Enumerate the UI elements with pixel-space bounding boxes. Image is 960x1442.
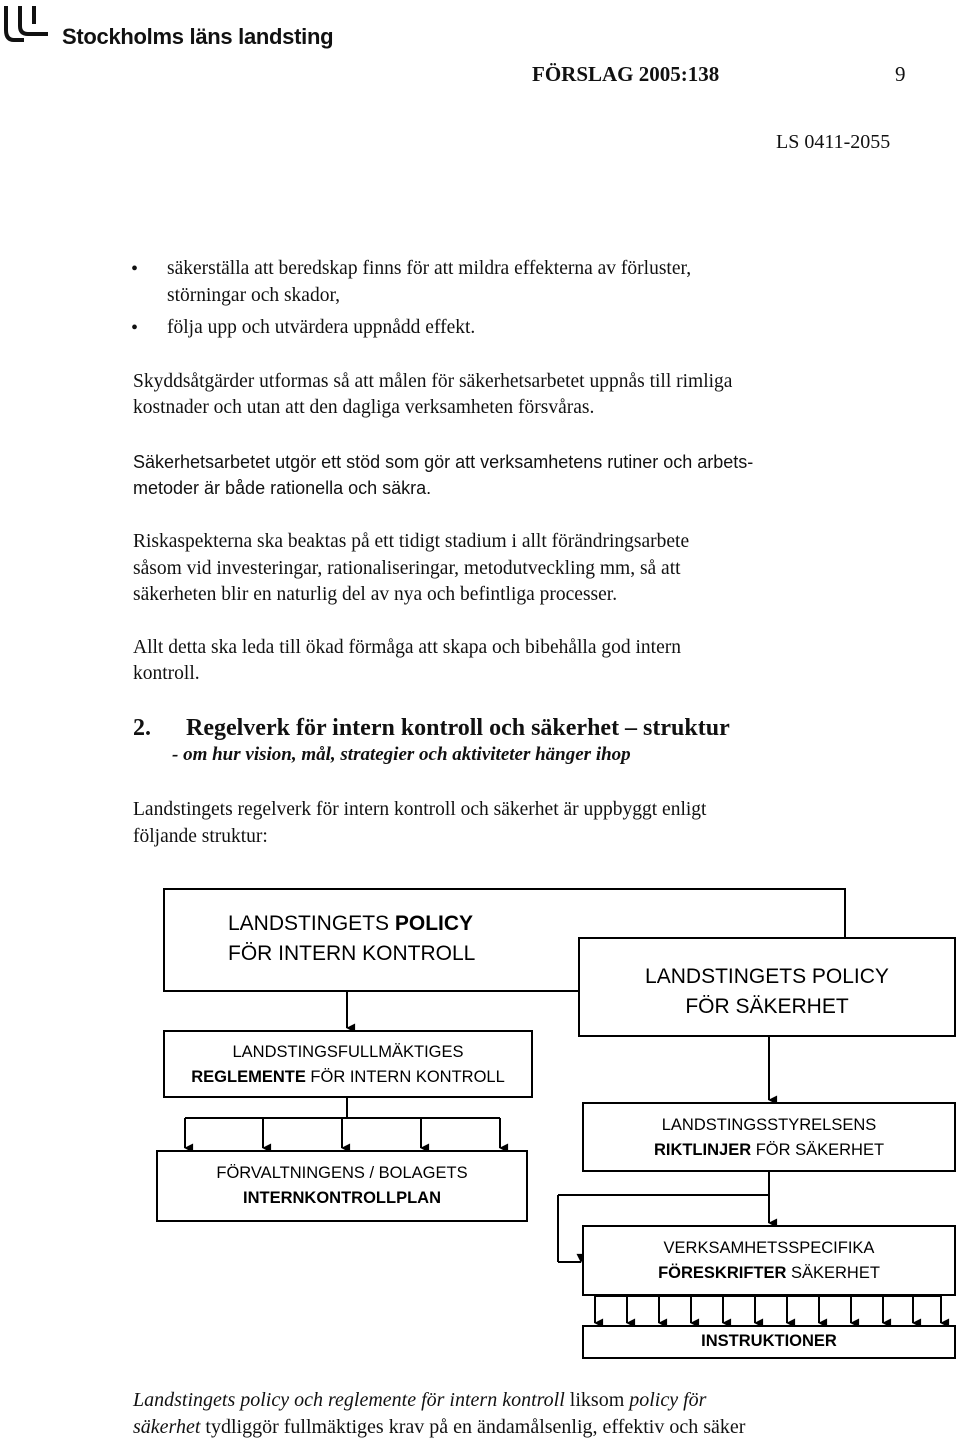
paragraph-4-line-2: kontroll. [133,663,200,684]
ls-number: LS 0411-2055 [776,131,891,153]
caption-line-2: säkerhet tydliggör fullmäktiges krav på en ändamålsenlig, effektiv och säker [133,1416,746,1438]
section-title: Regelverk för intern kontroll och säkerhet – struktur [186,715,730,741]
box-foreskrifter [582,1225,956,1296]
box-line: INSTRUKTIONER [701,1332,837,1350]
bullet-icon: • [131,317,139,339]
box-line: FÖRESKRIFTER SÄKERHET [658,1264,880,1282]
box-line: LANDSTINGSFULLMÄKTIGES [232,1043,464,1061]
bullet-1-line-1: säkerställa att beredskap finns för att mildra effekterna av förluster, [167,258,692,279]
box-line: VERKSAMHETSSPECIFIKA [663,1239,875,1257]
paragraph-5-line-1: Landstingets regelverk för intern kontroll och säkerhet är uppbyggt enligt [133,799,707,820]
paragraph-1-line-1: Skyddsåtgärder utformas så att målen för säkerhetsarbetet uppnås till rimliga [133,371,733,392]
paragraph-1-line-2: kostnader och utan att den dagliga verksamheten försvåras. [133,397,595,418]
caption-line-1: Landstingets policy och reglemente för intern kontroll liksom policy för [133,1389,707,1411]
bullet-icon: • [131,258,139,280]
document-id: FÖRSLAG 2005:138 [532,62,720,86]
box-line: FÖRVALTNINGENS / BOLAGETS [216,1164,468,1182]
box-reglemente [163,1030,533,1098]
org-name: Stockholms läns landsting [62,24,334,49]
section-number: 2. [133,715,151,741]
paragraph-3-line-2: såsom vid investeringar, rationaliseringar, metodutveckling mm, så att [133,558,681,579]
bullet-2-line-1: följa upp och utvärdera uppnådd effekt. [167,317,476,338]
box-riktlinjer [582,1102,956,1172]
paragraph-3-line-1: Riskaspekterna ska beaktas på ett tidigt stadium i allt förändringsarbete [133,531,690,552]
paragraph-4-line-1: Allt detta ska leda till ökad förmåga att skapa och bibehålla god intern [133,637,681,658]
landsting-logo-icon [4,4,52,44]
box-instruktioner [582,1325,956,1359]
paragraph-2-line-1: Säkerhetsarbetet utgör ett stöd som gör att verksamhetens rutiner och arbets- [133,452,754,472]
box-policy-sakerhet [578,937,956,1037]
box-line: REGLEMENTE FÖR INTERN KONTROLL [191,1068,505,1086]
paragraph-3-line-3: säkerheten blir en naturlig del av nya och befintliga processer. [133,584,618,605]
page-number: 9 [895,62,906,86]
box-line: INTERNKONTROLLPLAN [243,1189,441,1207]
box-line: FÖR INTERN KONTROLL [228,942,476,965]
bullet-1-line-2: störningar och skador, [167,285,341,306]
box-line: RIKTLINJER FÖR SÄKERHET [653,1141,885,1159]
box-line: LANDSTINGETS POLICY [228,912,474,935]
section-subtitle: - om hur vision, mål, strategier och aktiviteter hänger ihop [172,744,631,765]
box-line: LANDSTINGETS POLICY [645,965,889,988]
box-line: FÖR SÄKERHET [685,995,849,1018]
paragraph-5-line-2: följande struktur: [133,826,268,847]
box-internkontrollplan [156,1150,528,1222]
box-line: LANDSTINGSSTYRELSENS [661,1116,877,1134]
paragraph-2-line-2: metoder är både rationella och säkra. [133,478,432,498]
